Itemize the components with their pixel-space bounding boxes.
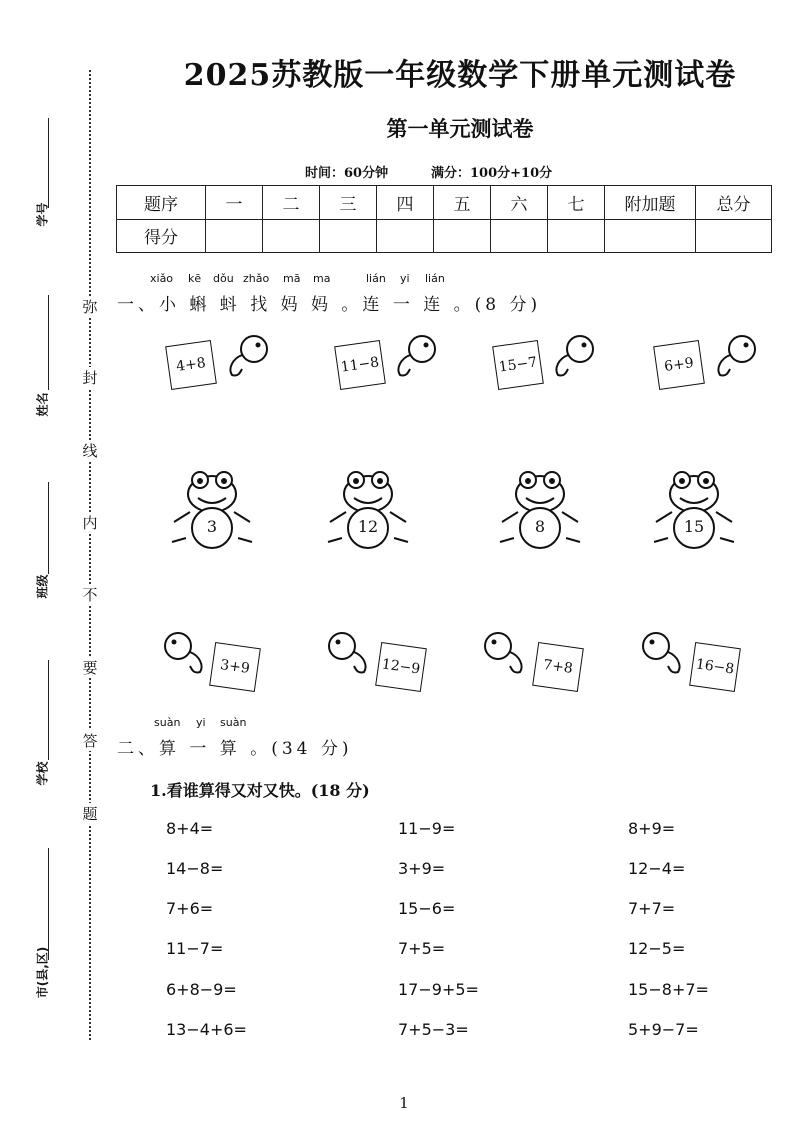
tadpole-icon (326, 630, 374, 678)
score-table-score-row (117, 219, 772, 253)
tadpole-card: 12−9 (375, 642, 427, 692)
score-input-cell[interactable] (206, 219, 263, 253)
score-input-cell[interactable] (605, 219, 696, 253)
calc-problem: 8+4= (166, 819, 214, 838)
frog-icon (326, 466, 410, 558)
unit-title: 第一单元测试卷 (386, 116, 534, 141)
seal-char: 要 (80, 657, 100, 678)
tadpole-card: 3+9 (209, 642, 261, 692)
pinyin: yi (400, 272, 410, 285)
tadpole-card: 16−8 (689, 642, 741, 692)
seal-dotted-line (89, 70, 91, 1040)
calc-problem: 12−4= (628, 859, 686, 878)
label-name: 姓名 (35, 392, 50, 417)
page-title: 2025苏教版一年级数学下册单元测试卷 (183, 58, 737, 93)
seal-char: 封 (80, 367, 100, 388)
section2-heading: 二、算 一 算 。(34 分) (117, 739, 353, 759)
calc-problem: 17−9+5= (398, 980, 479, 999)
score-input-cell[interactable] (696, 219, 772, 253)
frog-number: 15 (683, 517, 705, 536)
score-cell: 总分 (696, 186, 772, 220)
calc-problem: 11−7= (166, 939, 224, 958)
pinyin: dǒu (213, 272, 234, 285)
label-city: 市(县,区) (35, 946, 50, 999)
section1-heading: 一、小 蝌 蚪 找 妈 妈 。连 一 连 。(8 分) (117, 295, 542, 315)
score-input-cell[interactable] (491, 219, 548, 253)
label-class: 班级 (35, 574, 50, 599)
calc-problem: 5+9−7= (628, 1020, 699, 1039)
score-cell: 题序 (117, 186, 206, 220)
tadpole-card: 11−8 (334, 340, 386, 390)
calc-problem: 7+5= (398, 939, 446, 958)
exam-time: 时间：60分钟 (305, 166, 389, 181)
exam-full-score: 满分：100分+10分 (431, 166, 553, 181)
frog-icon (170, 466, 254, 558)
label-student-number: 学号 (35, 202, 50, 227)
pinyin: kē (188, 272, 202, 285)
calc-problem: 13−4+6= (166, 1020, 247, 1039)
pinyin: mā (283, 272, 301, 285)
tadpole-card: 6+9 (653, 340, 705, 390)
pinyin: lián (425, 272, 445, 285)
frog-icon (498, 466, 582, 558)
tadpole-icon (390, 333, 438, 381)
pinyin: zhǎo (243, 272, 270, 285)
pinyin: xiǎo (150, 272, 174, 285)
tadpole-icon (710, 333, 758, 381)
calc-problem: 15−8+7= (628, 980, 709, 999)
score-input-cell[interactable] (377, 219, 434, 253)
seal-char: 题 (80, 803, 100, 824)
frog-icon (652, 466, 736, 558)
score-cell: 一 (206, 186, 263, 220)
seal-char: 答 (80, 730, 100, 751)
seal-char: 线 (80, 440, 100, 461)
question-1: 1.看谁算得又对又快。(18 分) (150, 781, 370, 800)
score-input-cell[interactable] (320, 219, 377, 253)
tadpole-icon (162, 630, 210, 678)
tadpole-icon (482, 630, 530, 678)
pinyin: suàn (220, 716, 247, 729)
seal-char: 不 (80, 584, 100, 605)
score-table-header-row (117, 186, 772, 220)
calc-problem: 7+7= (628, 899, 676, 918)
frog-number: 8 (534, 517, 546, 536)
frog-number: 12 (357, 517, 379, 536)
score-cell: 五 (434, 186, 491, 220)
pinyin: lián (366, 272, 386, 285)
tadpole-card: 7+8 (532, 642, 584, 692)
score-input-cell[interactable] (548, 219, 605, 253)
tadpole-card: 15−7 (492, 340, 544, 390)
calc-problem: 6+8−9= (166, 980, 237, 999)
score-cell: 三 (320, 186, 377, 220)
seal-char: 弥 (80, 296, 100, 317)
calc-problem: 12−5= (628, 939, 686, 958)
pinyin: yi (196, 716, 206, 729)
score-row-label: 得分 (117, 219, 206, 253)
calc-problem: 7+5−3= (398, 1020, 469, 1039)
pinyin: suàn (154, 716, 181, 729)
score-input-cell[interactable] (263, 219, 320, 253)
tadpole-icon (548, 333, 596, 381)
score-cell: 二 (263, 186, 320, 220)
score-cell: 七 (548, 186, 605, 220)
label-school: 学校 (35, 761, 50, 786)
score-input-cell[interactable] (434, 219, 491, 253)
seal-char: 内 (80, 512, 100, 533)
tadpole-card: 4+8 (165, 340, 217, 390)
frog-number: 3 (206, 517, 218, 536)
tadpole-icon (640, 630, 688, 678)
pinyin: ma (313, 272, 331, 285)
calc-problem: 8+9= (628, 819, 676, 838)
calc-problem: 14−8= (166, 859, 224, 878)
page-number: 1 (399, 1094, 409, 1112)
calc-problem: 3+9= (398, 859, 446, 878)
score-cell: 附加题 (605, 186, 696, 220)
score-cell: 六 (491, 186, 548, 220)
score-table (116, 185, 772, 253)
calc-problem: 11−9= (398, 819, 456, 838)
tadpole-icon (222, 333, 270, 381)
calc-problem: 15−6= (398, 899, 456, 918)
calc-problem: 7+6= (166, 899, 214, 918)
score-cell: 四 (377, 186, 434, 220)
